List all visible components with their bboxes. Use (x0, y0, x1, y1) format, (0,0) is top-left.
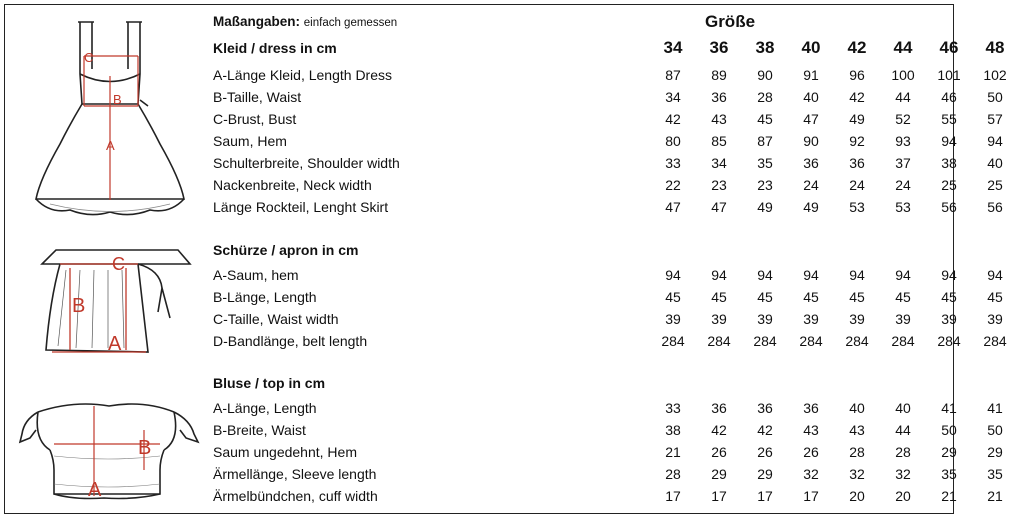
table-cell: 47 (711, 199, 727, 215)
row-label: B-Taille, Waist (213, 89, 302, 105)
table-cell: 49 (849, 111, 865, 127)
table-cell: 39 (665, 311, 681, 327)
table-cell: 23 (757, 177, 773, 193)
table-cell: 36 (757, 400, 773, 416)
table-cell: 87 (665, 67, 681, 83)
table-cell: 34 (711, 155, 727, 171)
table-cell: 49 (803, 199, 819, 215)
table-cell: 45 (757, 111, 773, 127)
table-cell: 85 (711, 133, 727, 149)
measurements-title (213, 14, 397, 29)
table-row (213, 86, 1003, 108)
table-row (213, 485, 1003, 507)
table-cell: 40 (895, 400, 911, 416)
table-cell: 45 (757, 289, 773, 305)
table-cell: 41 (941, 400, 957, 416)
table-cell: 20 (895, 488, 911, 504)
table-cell: 45 (849, 289, 865, 305)
table-cell: 33 (665, 155, 681, 171)
table-cell: 284 (845, 333, 869, 349)
size-column-header: 42 (847, 38, 867, 57)
table-cell: 35 (941, 466, 957, 482)
table-cell: 32 (895, 466, 911, 482)
table-row (213, 397, 1003, 419)
table-cell: 89 (711, 67, 727, 83)
table-cell: 284 (707, 333, 731, 349)
table-cell: 87 (757, 133, 773, 149)
table-cell: 25 (941, 177, 957, 193)
table-cell: 24 (803, 177, 819, 193)
table-row (213, 286, 1003, 308)
table-row (213, 64, 1007, 86)
table-cell: 57 (987, 111, 1003, 127)
table-cell: 94 (803, 267, 819, 283)
table-cell: 39 (711, 311, 727, 327)
table-cell: 32 (849, 466, 865, 482)
table-cell: 29 (757, 466, 773, 482)
table-cell: 45 (711, 289, 727, 305)
blouse-illustration (14, 400, 204, 505)
apron-marker-a: A (108, 333, 122, 355)
row-label: Nackenbreite, Neck width (213, 177, 372, 193)
row-label: Länge Rockteil, Lenght Skirt (213, 199, 389, 215)
table-cell: 94 (665, 267, 681, 283)
table-cell: 49 (757, 199, 773, 215)
dress-marker-c: C (84, 50, 94, 65)
table-cell: 39 (803, 311, 819, 327)
table-row (213, 264, 1003, 286)
table-cell: 26 (757, 444, 773, 460)
table-row (213, 152, 1003, 174)
title-main: Maßangaben: (213, 14, 301, 29)
table-cell: 102 (983, 67, 1007, 83)
table-cell: 28 (665, 466, 681, 482)
table-cell: 26 (711, 444, 727, 460)
table-cell: 45 (987, 289, 1003, 305)
table-cell: 44 (895, 422, 911, 438)
table-cell: 17 (711, 488, 727, 504)
row-label: Saum ungedehnt, Hem (213, 444, 357, 460)
title-subtitle: einfach gemessen (303, 17, 398, 29)
table-cell: 50 (987, 89, 1003, 105)
table-cell: 90 (803, 133, 819, 149)
table-cell: 17 (803, 488, 819, 504)
table-cell: 94 (849, 267, 865, 283)
table-cell: 46 (941, 89, 957, 105)
table-cell: 45 (803, 289, 819, 305)
table-cell: 45 (895, 289, 911, 305)
section-heading: Kleid / dress in cm (213, 40, 337, 56)
row-label: Ärmelbündchen, cuff width (213, 488, 378, 504)
table-cell: 21 (987, 488, 1003, 504)
table-cell: 39 (849, 311, 865, 327)
table-row (213, 108, 1003, 130)
table-cell: 29 (987, 444, 1003, 460)
section-heading: Schürze / apron in cm (213, 242, 359, 258)
blouse-marker-b: B (138, 437, 152, 459)
table-cell: 21 (941, 488, 957, 504)
table-cell: 24 (849, 177, 865, 193)
table-cell: 36 (711, 400, 727, 416)
table-cell: 284 (799, 333, 823, 349)
table-cell: 34 (665, 89, 681, 105)
dress-illustration (30, 14, 210, 224)
table-cell: 94 (941, 267, 957, 283)
size-column-header: 36 (709, 38, 729, 57)
table-cell: 92 (849, 133, 865, 149)
table-cell: 91 (803, 67, 819, 83)
table-cell: 24 (895, 177, 911, 193)
table-cell: 90 (757, 67, 773, 83)
table-cell: 40 (803, 89, 819, 105)
table-cell: 284 (891, 333, 915, 349)
table-cell: 80 (665, 133, 681, 149)
table-cell: 56 (987, 199, 1003, 215)
table-cell: 47 (803, 111, 819, 127)
table-cell: 94 (941, 133, 957, 149)
table-cell: 17 (757, 488, 773, 504)
section-heading: Bluse / top in cm (213, 375, 326, 391)
row-label: Schulterbreite, Shoulder width (213, 155, 400, 171)
table-cell: 40 (849, 400, 865, 416)
table-cell: 45 (941, 289, 957, 305)
table-cell: 26 (803, 444, 819, 460)
dress-marker-b: B (113, 92, 122, 107)
table-cell: 50 (941, 422, 957, 438)
row-label: A-Saum, hem (213, 267, 299, 283)
table-cell: 25 (987, 177, 1003, 193)
table-cell: 284 (753, 333, 777, 349)
apron-marker-b: B (72, 295, 86, 317)
table-cell: 42 (665, 111, 681, 127)
table-cell: 39 (757, 311, 773, 327)
table-row (213, 419, 1003, 441)
row-label: C-Brust, Bust (213, 111, 297, 127)
table-row (213, 330, 1007, 352)
dress-marker-a: A (106, 138, 115, 153)
table-cell: 22 (665, 177, 681, 193)
table-cell: 55 (941, 111, 957, 127)
table-cell: 28 (757, 89, 773, 105)
table-cell: 29 (711, 466, 727, 482)
table-cell: 41 (987, 400, 1003, 416)
table-cell: 52 (895, 111, 911, 127)
apron-illustration (30, 240, 210, 365)
table-cell: 100 (891, 67, 915, 83)
row-label: A-Länge Kleid, Length Dress (213, 67, 392, 83)
row-label: B-Länge, Length (213, 289, 317, 305)
table-cell: 28 (849, 444, 865, 460)
table-row (213, 174, 1003, 196)
table-cell: 35 (987, 466, 1003, 482)
table-row (213, 463, 1003, 485)
row-label: C-Taille, Waist width (213, 311, 339, 327)
table-cell: 42 (711, 422, 727, 438)
table-cell: 43 (849, 422, 865, 438)
size-column-header: 48 (985, 38, 1005, 57)
size-column-header: 34 (663, 38, 683, 57)
table-cell: 94 (757, 267, 773, 283)
table-cell: 36 (711, 89, 727, 105)
table-cell: 47 (665, 199, 681, 215)
table-row (213, 308, 1003, 330)
table-row (213, 196, 1003, 218)
row-label: A-Länge, Length (213, 400, 317, 416)
table-cell: 40 (987, 155, 1003, 171)
table-cell: 42 (849, 89, 865, 105)
table-cell: 284 (983, 333, 1007, 349)
table-cell: 29 (941, 444, 957, 460)
table-cell: 36 (803, 155, 819, 171)
table-cell: 39 (941, 311, 957, 327)
table-cell: 21 (665, 444, 681, 460)
table-cell: 20 (849, 488, 865, 504)
blouse-marker-a: A (88, 479, 102, 501)
table-cell: 43 (803, 422, 819, 438)
table-cell: 50 (987, 422, 1003, 438)
size-heading: Größe (704, 12, 756, 31)
table-cell: 53 (849, 199, 865, 215)
table-cell: 37 (895, 155, 911, 171)
table-cell: 56 (941, 199, 957, 215)
table-cell: 39 (987, 311, 1003, 327)
table-cell: 94 (987, 267, 1003, 283)
table-cell: 17 (665, 488, 681, 504)
size-column-header: 46 (939, 38, 959, 57)
row-label: Saum, Hem (213, 133, 287, 149)
table-cell: 94 (987, 133, 1003, 149)
table-cell: 23 (711, 177, 727, 193)
table-cell: 284 (937, 333, 961, 349)
size-column-header: 44 (893, 38, 913, 57)
table-row (213, 130, 1003, 152)
table-row (213, 441, 1003, 463)
table-cell: 93 (895, 133, 911, 149)
row-label: Ärmellänge, Sleeve length (213, 466, 377, 482)
table-cell: 38 (665, 422, 681, 438)
table-cell: 42 (757, 422, 773, 438)
table-cell: 284 (661, 333, 685, 349)
table-cell: 36 (803, 400, 819, 416)
apron-marker-c: C (112, 254, 125, 274)
table-cell: 44 (895, 89, 911, 105)
table-cell: 35 (757, 155, 773, 171)
size-column-header: 40 (801, 38, 821, 57)
table-cell: 96 (849, 67, 865, 83)
table-cell: 33 (665, 400, 681, 416)
table-cell: 53 (895, 199, 911, 215)
table-cell: 39 (895, 311, 911, 327)
table-cell: 43 (711, 111, 727, 127)
table-cell: 94 (711, 267, 727, 283)
row-label: B-Breite, Waist (213, 422, 306, 438)
row-label: D-Bandlänge, belt length (213, 333, 368, 349)
table-cell: 32 (803, 466, 819, 482)
table-cell: 45 (665, 289, 681, 305)
table-cell: 38 (941, 155, 957, 171)
table-cell: 101 (937, 67, 961, 83)
size-column-header: 38 (755, 38, 775, 57)
table-cell: 28 (895, 444, 911, 460)
table-cell: 36 (849, 155, 865, 171)
table-cell: 94 (895, 267, 911, 283)
